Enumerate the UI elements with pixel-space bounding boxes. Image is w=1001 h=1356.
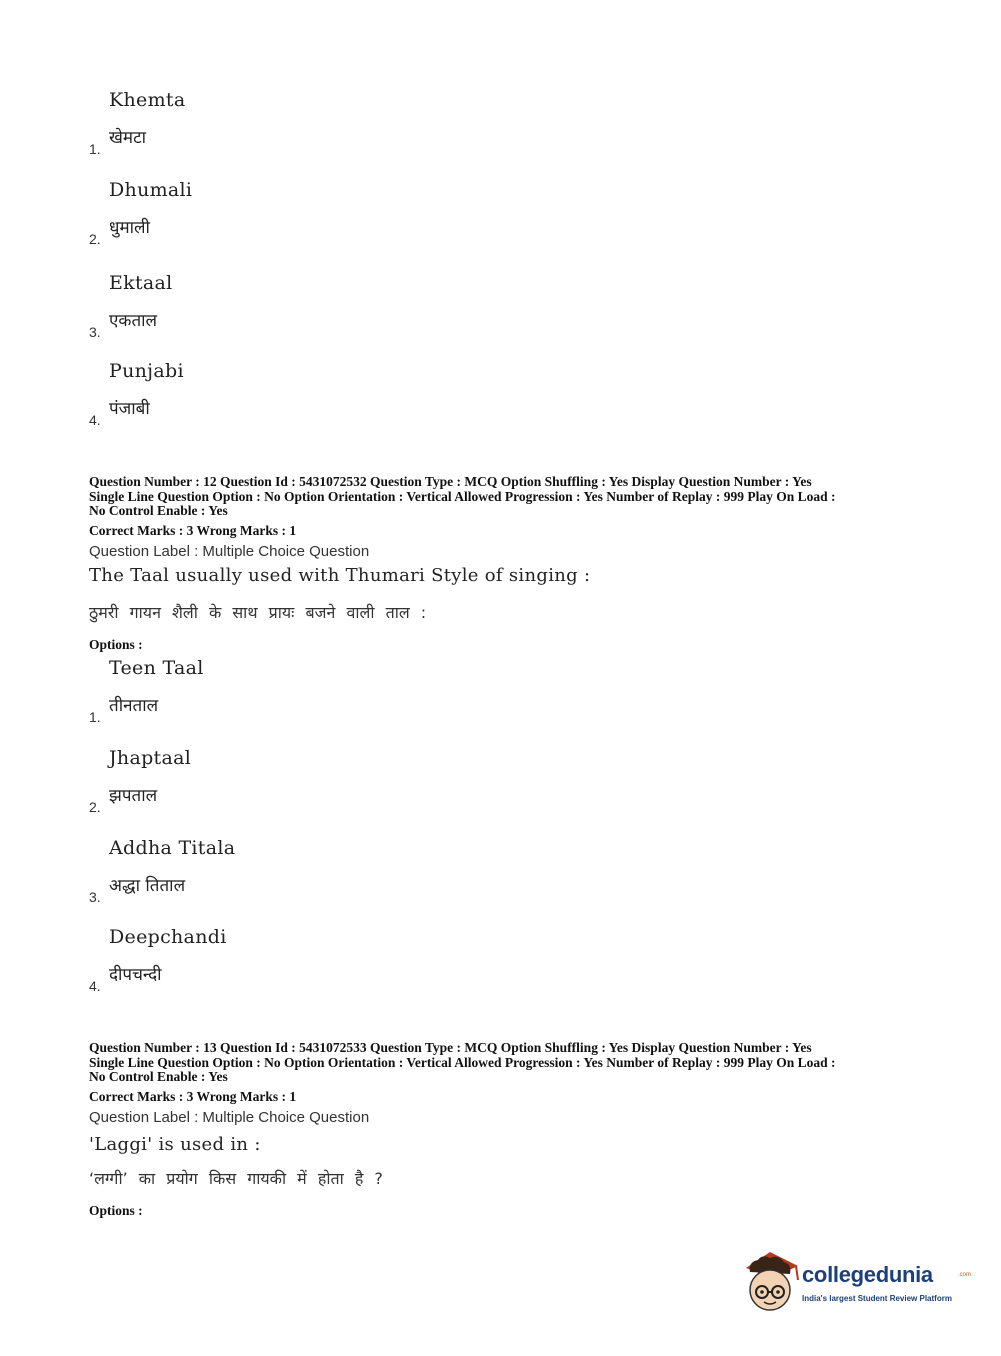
option-hindi: पंजाबी	[109, 399, 150, 419]
logo-tagline: India's largest Student Review Platform	[802, 1294, 952, 1303]
option-number: 2.	[89, 799, 101, 815]
option-hindi: झपताल	[109, 786, 158, 806]
option-english: Jhaptaal	[109, 747, 192, 769]
meta-line: No Control Enable : Yes	[89, 503, 228, 518]
logo-dotcom: .com	[958, 1272, 972, 1278]
meta-line: Single Line Question Option : No Option Orientation : Vertical Allowed Progression : Yes Number of Replay : 999 Play On Load :	[89, 488, 836, 504]
question-12-marks: Correct Marks : 3 Wrong Marks : 1	[89, 523, 297, 538]
option-english: Deepchandi	[109, 926, 227, 948]
logo-brand-text: collegedunia	[802, 1262, 933, 1287]
option-number: 4.	[89, 412, 101, 428]
option-number: 3.	[89, 324, 101, 340]
option-hindi: दीपचन्दी	[109, 965, 162, 985]
prev-option-4	[89, 360, 489, 432]
option-english: Khemta	[109, 89, 186, 111]
option-english: Dhumali	[109, 179, 193, 201]
prev-option-3	[89, 272, 489, 344]
question-13-marks: Correct Marks : 3 Wrong Marks : 1	[89, 1089, 297, 1104]
option-english: Punjabi	[109, 360, 184, 382]
option-hindi: एकताल	[109, 311, 158, 331]
question-12-text-hindi: ठुमरी गायन शैली के साथ प्रायः बजने वाली ताल :	[89, 603, 427, 622]
option-number: 1.	[89, 141, 101, 157]
question-13-options-label: Options :	[89, 1203, 143, 1218]
q12-option-1	[89, 657, 489, 729]
q12-option-4	[89, 926, 489, 998]
question-13-metadata	[89, 1041, 919, 1085]
question-12-text-english: The Taal usually used with Thumari Style of singing :	[89, 565, 591, 586]
meta-line: Question Number : 12 Question Id : 5431072532 Question Type : MCQ Option Shuffling : Yes Display Question Number : Yes	[89, 474, 812, 489]
prev-option-2	[89, 179, 489, 251]
q12-option-2	[89, 747, 489, 819]
meta-line: No Control Enable : Yes	[89, 1069, 228, 1084]
collegedunia-logo	[740, 1248, 970, 1318]
option-number: 2.	[89, 231, 101, 247]
question-12-options-label: Options :	[89, 637, 143, 652]
meta-line: Single Line Question Option : No Option Orientation : Vertical Allowed Progression : Yes Number of Replay : 999 Play On Load :	[89, 1054, 836, 1070]
option-english: Addha Titala	[109, 837, 236, 859]
question-13-text-english: 'Laggi' is used in :	[89, 1134, 261, 1155]
option-english: Ektaal	[109, 272, 173, 294]
question-13-text-hindi: ‘लग्गी’ का प्रयोग किस गायकी में होता है ?	[89, 1169, 383, 1188]
question-12-metadata	[89, 475, 919, 519]
option-hindi: तीनताल	[109, 696, 159, 716]
prev-option-1	[89, 89, 489, 161]
mascot-icon	[740, 1248, 802, 1318]
option-number: 1.	[89, 709, 101, 725]
option-hindi: खेमटा	[109, 128, 147, 148]
option-number: 4.	[89, 978, 101, 994]
question-13-label: Question Label : Multiple Choice Question	[89, 1109, 370, 1126]
meta-line: Question Number : 13 Question Id : 5431072533 Question Type : MCQ Option Shuffling : Yes Display Question Number : Yes	[89, 1040, 812, 1055]
option-number: 3.	[89, 889, 101, 905]
option-hindi: धुमाली	[109, 218, 150, 238]
option-english: Teen Taal	[109, 657, 204, 679]
option-hindi: अद्धा तिताल	[109, 876, 186, 896]
question-12-label: Question Label : Multiple Choice Question	[89, 543, 370, 560]
q12-option-3	[89, 837, 489, 909]
